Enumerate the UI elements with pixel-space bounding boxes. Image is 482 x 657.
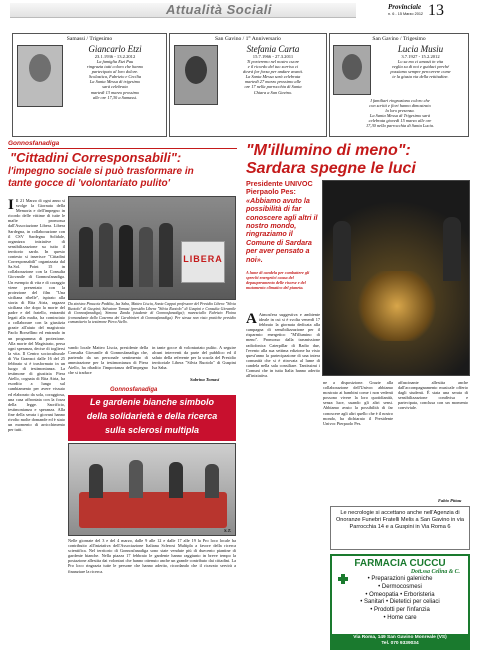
article2-title-box — [68, 395, 236, 441]
page-number: 13 — [428, 2, 444, 19]
obituary-name: Stefania Carta — [246, 44, 300, 54]
obituary-header: Samassi / Trigesimo — [66, 36, 113, 42]
article2-kicker: Gonnosfanadiga — [110, 387, 158, 393]
obituary-etzi — [12, 33, 167, 137]
obituary-header: San Gavino / 1° Anniversario — [215, 36, 281, 42]
obituary-musiu — [329, 33, 469, 137]
quote-text: «Abbiamo avuto la possibilità di far conoscere agli altri il nostro mondo, ringraziamo il Comune di Sardara per aver pensato a noi». — [246, 195, 318, 264]
article3-body: A Atmosfera suggestiva e ambiente ideale in cui si è svolta venerdì 17 febbraio la giornata dedicata alla campagna di sensibilizzazione per il risparmio energetico "M'illumino di meno". Promosso dalla trasmissione radiofonica Caterpillar di Radio due, l'evento alla sua settima edizione ha visto quest'anno la partecipazione di una intera comunità che si è ritrovata al lume di candela nella sala consiliare. Tantissimi i Comuni che in tutta Italia hanno aderito all'iniziativa. — [246, 312, 320, 379]
portrait-photo — [17, 45, 63, 107]
article1-body: I Il 21 Marzo di ogni anno si svolge la Giornata della Memoria e dell'impegno in ricordo delle vittime di tutte le mafie promossa dall'Associazione Libera. Libera Sardegna, in collaborazione con il CSV Sardegna Solidale, organizza iniziative di sensibilizzazione su tutto il territorio sardo. In questo contesto si inserisce "Cittadini Corresponsabili" organizzata dal Sa.Sol. Point 15 in collaborazione con la Consulta Giovanile di Gonnosfanadiga. Un esempio di vita e di coraggio viene presentato con la proiezione del film "Una siciliana ribelle", ispirato alla storia di Rita Atria, ragazza siciliana che dopo la morte del padre e del fratello, entrambi legati alla mafia, ha cominciato a collaborare con la giustizia grazie all'aiuto del magistrato Paolo Borsellino ed entrando in un programma di protezione. Alla morte del Magistrato, persa ogni speranza, decise di togliersi la vita. Il Centro socioculturale di Via Gramsci dalle 16 del 25 febbraio si è trasformato in un luogo di testimonianza. La testimone di giustizia Piera Aiello, cognata di Rita Atria, ha esordito a lungo sul cambiamento per avere vissuto ed elaborato da sola, coraggiosa, una casa affrontata con la forza della legge. Sacrificio, testimonianza e speranza. Alla fine della serata i giovani hanno rivolto molte domande ed è stato un momento di arricchimento per tutti. — [8, 198, 65, 433]
article3-col2: ne a disposizione. Grazie alla collaborazione dell'Univoc abbiamo mostrato ai bambini come i non vedenti possono vivere la loro quotidianità, senza luce, usando gli altri sensi. Abbiamo avuto la possibilità di far conoscere agli altri quello che è il nostro mondo, ha dichiarato il Presidente Univoc Pierpaolo Pes. — [323, 380, 393, 426]
obituary-name: Lucia Musiu — [397, 44, 444, 54]
obituary-dates: 23.1.1936 - 13.2.2012 — [94, 54, 136, 59]
pharmacy-ad — [330, 554, 470, 650]
article2-title-1: Le gardenie bianche simbolo — [89, 397, 215, 407]
article1-subtitle-1: l'impegno sociale si può trasformare in — [8, 166, 194, 177]
article1-col3: in tante gocce di volontariato pulito. A seguire alcuni interventi da parte del pubblico ed il saluto della referente per la scuola del Presidio territoriale Libera "Silvia Ruotolo" di Guspini Isa Saba. — [152, 345, 236, 371]
section-title: Attualità Sociali — [166, 2, 273, 17]
article2-signature: S.T. — [224, 528, 232, 533]
obituary-text: Lo sa mo ci amasti in vita veglia su di noi e guidaci perché possiamo sempre percorrere come te la giusta via della rettitudine. — [390, 59, 451, 80]
article3-signature: Fabio Pittau — [438, 498, 462, 503]
issue-date: n. 6 - 15 Marzo 2012 — [388, 12, 424, 16]
quote-head: Presidente UNIVOC Pierpaolo Pes: — [246, 179, 313, 197]
notice-text: Le necrologie si accettano anche nell'Agenzia di Onoranze Funebri Fratelli Melis a San Gavino in via Parrocchia 14 e a Guspini in Via Roma 6 — [335, 510, 465, 530]
article2-title-2: della solidarietà e della ricerca — [86, 411, 218, 421]
funeral-notice — [330, 506, 470, 550]
ad-subtitle: Dott.ssa Celina & C. — [410, 569, 460, 575]
article1-signature: Sabrina Tomasi — [190, 377, 220, 382]
obituary-text-lower: I familiari ringraziano coloro che con scritti e fiori hanno dimostrato la loro presenza. La Santa Messa di Trigesimo sarà celebrata giovedì 15 marzo alle ore 17,30 nella parrocchia di Santa Lucia. — [365, 98, 434, 129]
article1-title: "Cittadini Corresponsabili": — [10, 150, 182, 165]
obituary-text: Ti porteremo nel nostro cuore e il ricordo del tuo sorriso ci dovrà far forza per andare avanti. La Santa Messa sarà celebrata martedì 27 marzo prossimo alle ore 17 nella parrocchia di Santa Chiara a San Gavino. — [242, 59, 304, 95]
obituary-dates: 15.7.1966 - 27.3.2011 — [252, 54, 294, 59]
obituary-dates: 3.7.1927 - 15.2.2012 — [401, 54, 440, 59]
ad-footer: Via Roma, 149 San Gavino Monreale (VS) Tel. 070 9339034 — [332, 634, 468, 648]
ad-title: FARMACIA CUCCU — [354, 558, 446, 569]
kicker-rule — [8, 148, 237, 149]
article2-body: Nelle giornate del 3 e del 4 marzo, dalle 9 alle 12 e dalle 17 alle 19 la Pro loco locale ha contribuito all'iniziativa dell'Associazione Italiana Sclerosi Multipla a favore della ricerca scientifica. Nel territorio di Gonnosfanadiga sono state vendute più di duecento piantine di gardenie bianche. Nella piazza 17 febbraio le gardenie hanno raggiunto in breve tempo la postazione allestita dai volontari che hanno ottenuto anche un grande contributo dai cittadini. La Pro loco ringrazia tutte le persone che hanno aderito, ricordando che il ricavato servirà a finanziare la ricerca. — [68, 538, 236, 574]
article1-subtitle-2: tante gocce di 'volontariato pulito' — [8, 178, 170, 189]
photo-caption: Da sinistra Pinuccia Pedditu, Isa Saba, Matteo Liscia, Sonia Cappai professore del Presidio Libera "Silvia Ruotolo" di Guspini; Salvatore Tomasi (presidio Libera "Silvia Ruotolo" di Guspini e Consulta Giovanile di Gonnosfanadiga), Simona Zanda (studente di Gonnosfanadiga); maresciallo Fabrizio Floina (comandante della Caserma dei Carabinieri di Gonnosfanadiga). Per stessa non visto pratiche presidio comunitario la testimone Piera Aiello. — [68, 302, 236, 325]
group-photo — [68, 196, 236, 300]
dropcap: A — [246, 312, 257, 327]
obituary-carta — [169, 33, 327, 137]
gardenia-photo — [68, 443, 236, 536]
article3-subtitle: Sardara spegne le luci — [246, 160, 416, 177]
article3-quote-box — [246, 180, 320, 290]
brand-logo: Provinciale — [388, 3, 422, 11]
obituary-text: La famiglia Etzi Pau ringrazia tutti coloro che hanno partecipato al loro dolore. Scolastica, Fabrizio e Cecilia La Santa Messa di trigesimo sarà celebrata martedì 13 marzo prossimo alle ore 17,30 a Samassi. — [86, 59, 144, 100]
page-header — [0, 0, 482, 22]
libera-banner: LIBERA — [181, 241, 225, 283]
portrait-photo — [174, 45, 218, 105]
ad-services: • Preparazioni galeniche • Dermocosmesi • Omeopatia • Erboristeria • Sanitari • Dietetici per celiaci • Prodotti per l'infanzia • Home care — [360, 576, 440, 621]
article3-title: "M'illumino di meno": — [246, 142, 411, 159]
candle-photo — [322, 180, 470, 376]
dropcap: I — [8, 198, 14, 213]
article3-col3: affascinante allestita anche dall'accompagnamento musicale offerto dagli studenti. È stata una serata di sensibilizzazione condivisa e partecipata, conclusa con un momento conviviale. — [398, 380, 468, 411]
side-note: A lume di candela per combattere gli sprechi energetici causa del depauperamento delle risorse e del mutamento climatico del pianeta. — [246, 270, 310, 291]
portrait-photo — [333, 45, 371, 95]
obituary-header: San Gavino / Trigesimo — [372, 36, 426, 42]
pharmacy-cross-icon — [338, 574, 348, 584]
article2-title-3: sulla sclerosi multipla — [104, 425, 200, 435]
obituary-name: Giancarlo Etzi — [88, 44, 142, 54]
article1-kicker: Gonnosfanadiga — [8, 140, 60, 147]
article1-col2: vando locale Matteo Liscia, presidente della Consulta Giovanile di Gonnosfanadiga che, partendo da un personale sentimento di ammirazione per la testimonianza di Piera Aiello, ha ribadito l'importanza dell'impegno che si traduce — [68, 345, 148, 376]
